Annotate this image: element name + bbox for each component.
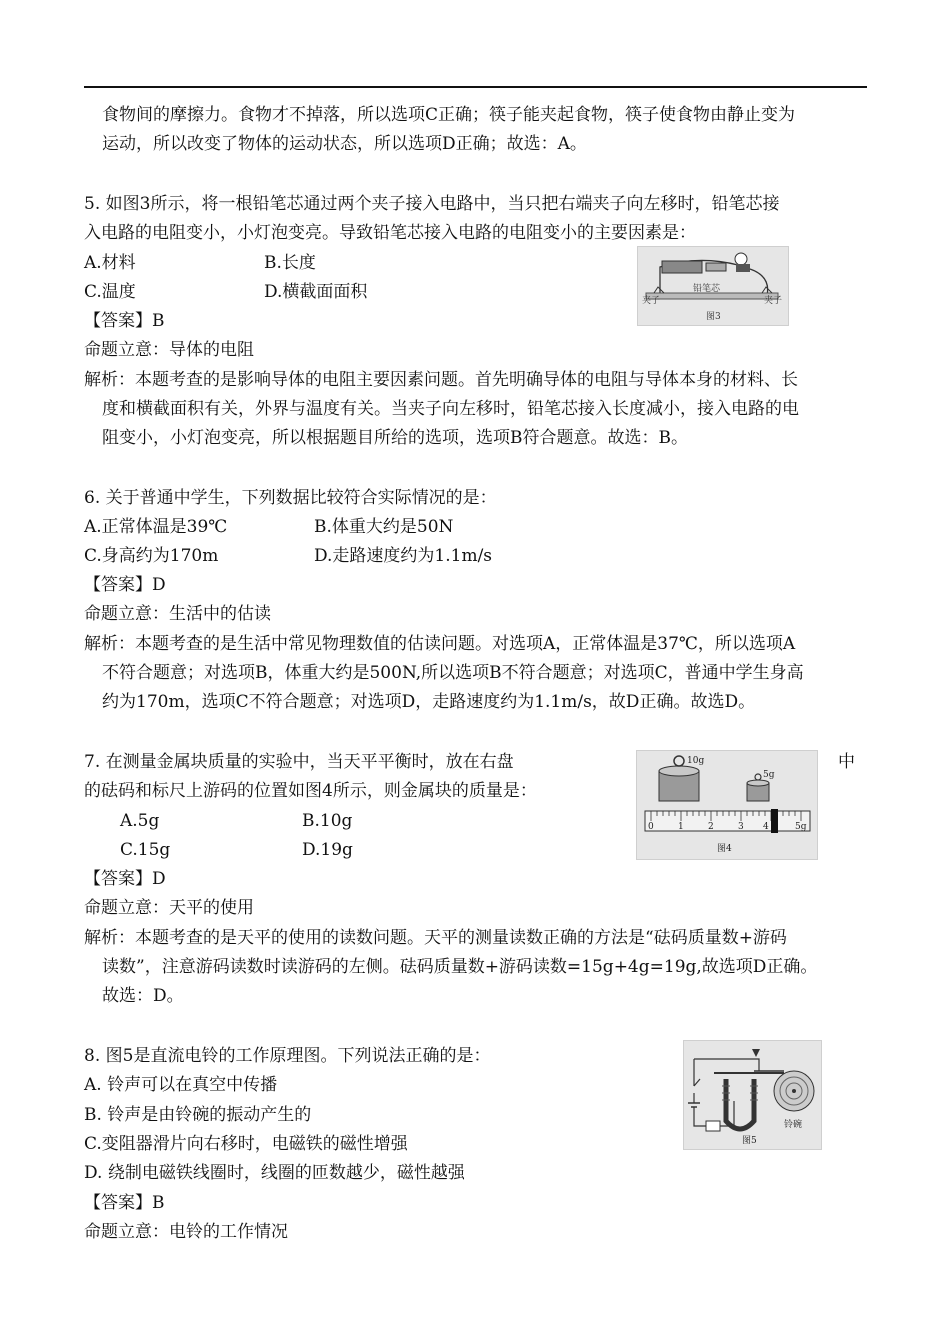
fig3-right-clip-label: 夹子 bbox=[764, 296, 783, 306]
fig4-caption: 图4 bbox=[717, 844, 732, 854]
q6-option-c: C.身高约为170m bbox=[84, 546, 219, 566]
q5-answer: 【答案】B bbox=[84, 311, 165, 331]
q7-explanation-line2: 读数”，注意游码读数时读游码的左侧。砝码质量数+游码读数=15g+4g=19g,故选项D正确。 bbox=[102, 957, 818, 977]
q8-option-d: D. 绕制电磁铁线圈时，线圈的匝数越少，磁性越强 bbox=[84, 1163, 465, 1183]
q5-explanation-line1: 解析：本题考查的是影响导体的电阻主要因素问题。首先明确导体的电阻与导体本身的材料、长 bbox=[84, 370, 798, 390]
q6-intent: 命题立意：生活中的估读 bbox=[84, 604, 271, 624]
q6-explanation-line3: 约为170m，选项C不符合题意；对选项D，走路速度约为1.1m/s，故D正确。故选D。 bbox=[102, 692, 756, 712]
fig5-caption: 图5 bbox=[742, 1136, 757, 1146]
q5-explanation-line3: 阻变小，小灯泡变亮，所以根据题目所给的选项，选项B符合题意。故选：B。 bbox=[102, 428, 688, 448]
header-rule bbox=[84, 86, 867, 88]
q7-stem-line1-tail: 中 bbox=[838, 752, 855, 772]
fig3-pencil-label: 铅笔芯 bbox=[693, 284, 721, 294]
fig5-bell-bowl-label: 铃碗 bbox=[784, 1120, 803, 1130]
q5-option-d: D.横截面面积 bbox=[264, 282, 368, 302]
q7-explanation-line3: 故选：D。 bbox=[102, 986, 184, 1006]
prev-explanation-line2: 运动，所以改变了物体的运动状态，所以选项D正确；故选：A。 bbox=[102, 134, 587, 154]
q8-intent: 命题立意：电铃的工作情况 bbox=[84, 1222, 288, 1242]
q6-answer: 【答案】D bbox=[84, 575, 166, 595]
fig4-weight-10g-label: 10g bbox=[687, 756, 705, 766]
q8-option-a: A. 铃声可以在真空中传播 bbox=[84, 1075, 278, 1095]
q6-stem: 6. 关于普通中学生，下列数据比较符合实际情况的是： bbox=[84, 488, 497, 508]
q5-option-a: A.材料 bbox=[84, 253, 136, 273]
q5-explanation-line2: 度和横截面积有关，外界与温度有关。当夹子向左移时，铅笔芯接入长度减小，接入电路的电 bbox=[102, 399, 799, 419]
q7-stem-line1: 7. 在测量金属块质量的实验中，当天平平衡时，放在右盘 bbox=[84, 752, 514, 772]
fig4-tick-0: 0 bbox=[648, 822, 654, 832]
fig4-tick-1: 1 bbox=[678, 822, 684, 832]
figure-5-electric-bell bbox=[683, 1040, 822, 1150]
q5-stem-line2: 入电路的电阻变小，小灯泡变亮。导致铅笔芯接入电路的电阻变小的主要因素是： bbox=[84, 223, 696, 243]
fig3-caption: 图3 bbox=[706, 312, 721, 322]
fig3-left-clip-label: 夹子 bbox=[642, 296, 661, 306]
figure-3-pencil-circuit bbox=[637, 246, 789, 326]
q5-stem-line1: 5. 如图3所示，将一根铅笔芯通过两个夹子接入电路中，当只把右端夹子向左移时，铅笔芯接 bbox=[84, 194, 780, 214]
q7-option-b: B.10g bbox=[302, 811, 353, 831]
q7-intent: 命题立意：天平的使用 bbox=[84, 898, 254, 918]
figure-4-balance-weights bbox=[636, 750, 818, 860]
q8-option-c: C.变阻器滑片向右移时，电磁铁的磁性增强 bbox=[84, 1134, 408, 1154]
q7-stem-line2: 的砝码和标尺上游码的位置如图4所示，则金属块的质量是： bbox=[84, 781, 537, 801]
q8-option-b: B. 铃声是由铃碗的振动产生的 bbox=[84, 1105, 312, 1125]
q7-option-d: D.19g bbox=[302, 840, 353, 860]
q6-explanation-line2: 不符合题意；对选项B，体重大约是500N,所以选项B不符合题意；对选项C，普通中学生身高 bbox=[102, 663, 804, 683]
q7-explanation-line1: 解析：本题考查的是天平的使用的读数问题。天平的测量读数正确的方法是“砝码质量数+游码 bbox=[84, 928, 787, 948]
q7-option-a: A.5g bbox=[120, 811, 160, 831]
q6-option-b: B.体重大约是50N bbox=[314, 517, 454, 537]
prev-explanation-line1: 食物间的摩擦力。食物才不掉落，所以选项C正确；筷子能夹起食物，筷子使食物由静止变为 bbox=[102, 105, 796, 125]
fig4-tick-3: 3 bbox=[738, 822, 744, 832]
q8-answer: 【答案】B bbox=[84, 1193, 165, 1213]
fig4-tick-4: 4 bbox=[763, 822, 769, 832]
q5-option-c: C.温度 bbox=[84, 282, 136, 302]
q6-explanation-line1: 解析：本题考查的是生活中常见物理数值的估读问题。对选项A，正常体温是37℃，所以选项A bbox=[84, 634, 796, 654]
q5-intent: 命题立意：导体的电阻 bbox=[84, 340, 254, 360]
q8-stem: 8. 图5是直流电铃的工作原理图。下列说法正确的是： bbox=[84, 1046, 491, 1066]
q7-answer: 【答案】D bbox=[84, 869, 166, 889]
fig4-weight-5g-label: 5g bbox=[763, 770, 775, 780]
q7-option-c: C.15g bbox=[120, 840, 171, 860]
fig4-tick-2: 2 bbox=[708, 822, 714, 832]
q6-option-d: D.走路速度约为1.1m/s bbox=[314, 546, 493, 566]
q6-option-a: A.正常体温是39℃ bbox=[84, 517, 228, 537]
q5-option-b: B.长度 bbox=[264, 253, 316, 273]
fig4-tick-5g: 5g bbox=[795, 822, 807, 832]
